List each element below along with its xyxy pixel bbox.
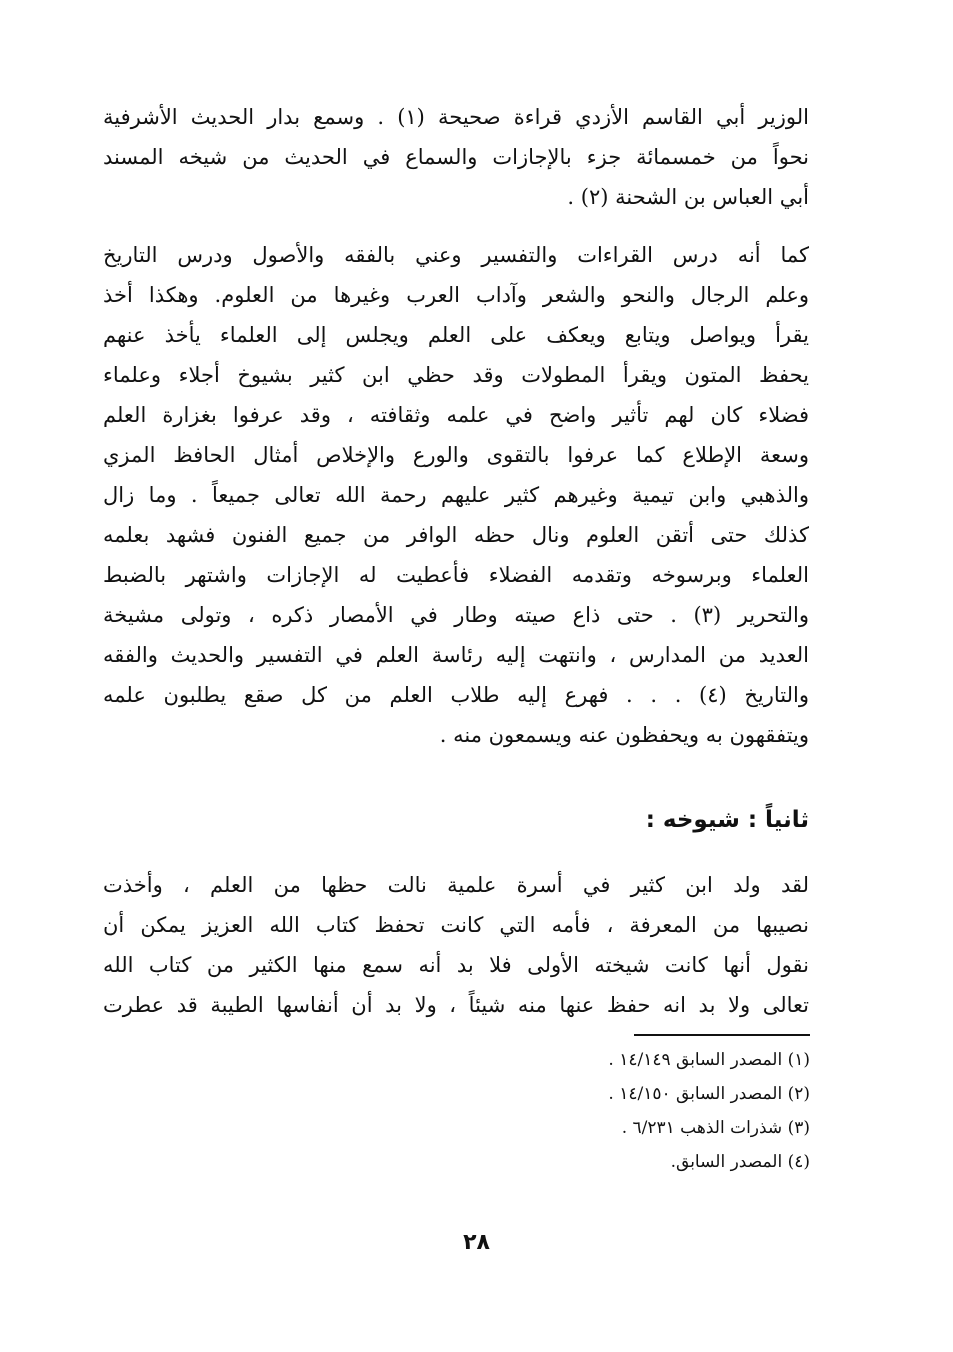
text-line: نقول أنها كانت شيخته الأولى فلا بد أنه سمع منها الكثير من كتاب الله [103,953,809,977]
footnotes [608,1043,810,1179]
text-line: لقد ولد ابن كثير في أسرة علمية نالت حظها من العلم ، وأخذت [103,873,809,897]
text-line: الوزير أبي القاسم الأزدي قراءة صحيحة (١) . وسمع بدار الحديث الأشرفية [103,105,809,129]
text-line: والذهبي وابن تيمية وغيرهم كثير عليهم رحمة الله تعالى جميعاً . وما زال [103,483,809,507]
text-line: يقرأ ويواصل ويتابع ويعكف على العلم ويجلس إلى العلماء يأخذ عنهم [103,323,809,347]
text-line: العلماء وبرسوخه وتقدمه الفضلاء فأعطيت له الإجازات واشتهر بالضبط [103,563,809,587]
footnote: (٢) المصدر السابق ١٤/١٥٠ . [608,1084,810,1104]
footnote: (٤) المصدر السابق. [670,1152,810,1172]
text-line: وعلم الرجال والنحو والشعر وآداب العرب وغيرها من العلوم. وهكذا أخذ [103,283,809,307]
text-line: تعالى ولا بد انه حفظ عنها منه شيئاً ، ولا بد أن أنفاسها الطيبة قد عطرت [103,993,809,1017]
footnote: (١) المصدر السابق ١٤/١٤٩ . [608,1050,810,1070]
text-line: يحفظ المتون ويقرأ المطولات وقد حظي ابن كثير بشيوخ أجلاء وعلماء [103,363,809,387]
paragraph-3 [103,865,809,1025]
paragraph-2 [103,235,809,755]
text-line: والتحرير (٣) . حتى ذاع صيته وطار في الأمصار ذكره ، وتولى مشيخة [103,603,809,627]
footnote-divider [634,1034,810,1036]
text-line: وسعة الإطلاع كما عرفوا بالتقوى والورع والإخلاص أمثال الحافظ المزي [103,443,809,467]
text-line: نحواً من خمسمائة جزء بالإجازات والسماع في الحديث من شيخه المسند [103,145,809,169]
text-line: العديد من المدارس ، وانتهت إليه رئاسة العلم في التفسير والحديث والفقه [103,643,809,667]
section-heading: ثانياً : شيوخه : [645,807,809,833]
text-line: أبي العباس بن الشحنة (٢) . [567,185,809,209]
text-line: كذلك حتى أتقن العلوم ونال حظه الوافر من جميع الفنون فشهد بعلمه [103,523,809,547]
text-line: كما أنه درس القراءات والتفسير وعني بالفقه والأصول ودرس التاريخ [103,243,809,267]
text-line: فضلاء كان لهم تأثير واضح في علمه وثقافته ، وقد عرفوا بغزارة العلم [103,403,809,427]
footnote: (٣) شذرات الذهب ٦/٢٣١ . [621,1118,810,1138]
text-line: نصيبها من المعرفة ، فأمه التي كانت تحفظ كتاب الله العزيز يمكن أن [103,913,809,937]
text-line: والتاريخ (٤) . . . فهرع إليه طلاب العلم من كل صقع يطلبون علمه [103,683,809,707]
paragraph-1 [103,97,809,217]
text-line: ويتفقهون به ويحفظون عنه ويسمعون منه . [439,723,809,747]
page-number: ٢٨ [463,1230,490,1255]
